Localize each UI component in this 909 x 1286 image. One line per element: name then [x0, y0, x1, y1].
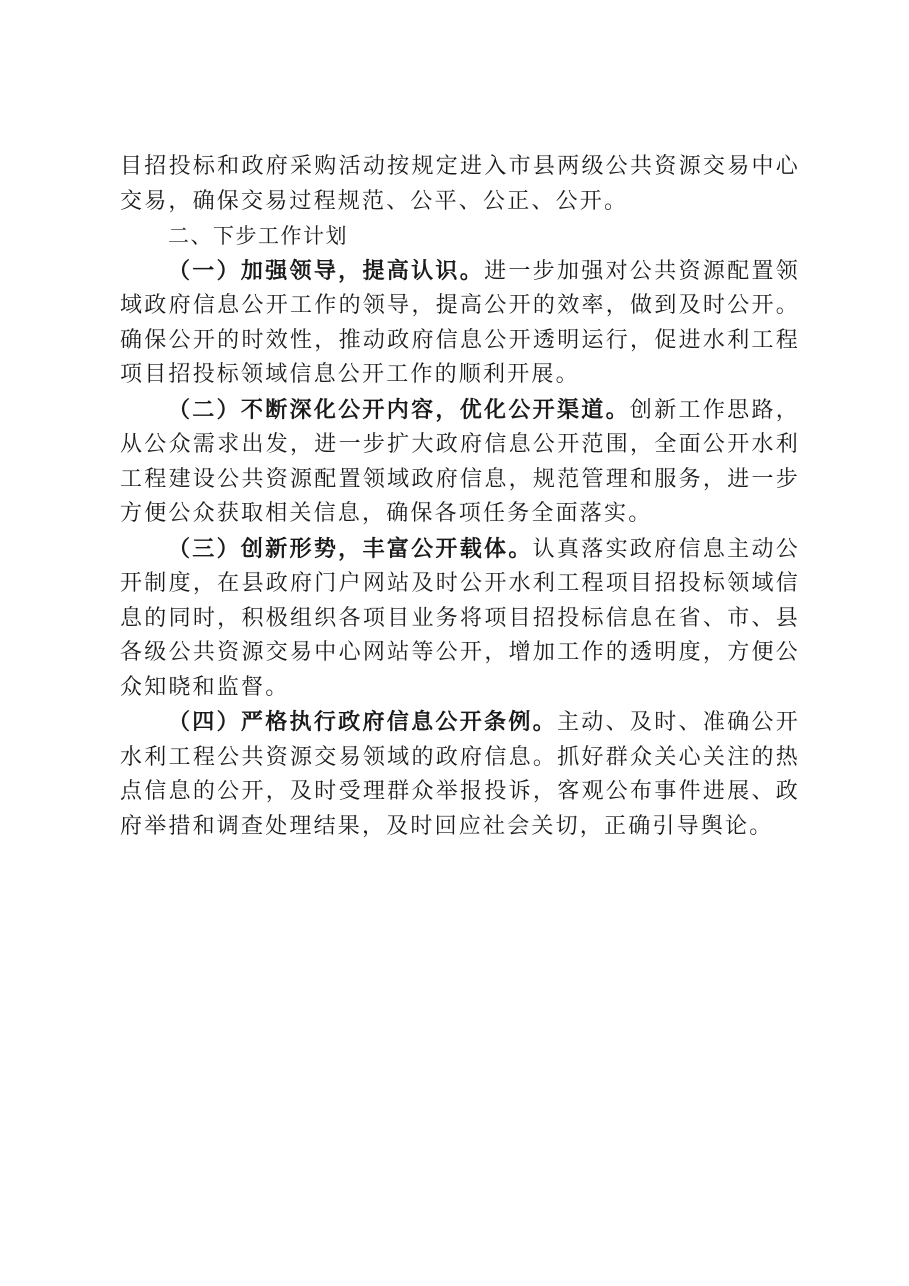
plan-item-1-body: 进一步加强对公共资源配置领域政府信息公开工作的领导，提高公开的效率，做到及时公开。确保公开的时效性，推动政府信息公开透明运行，促进水利工程项目招投标领域信息公开工作的顺利开展。	[120, 258, 800, 387]
document-body	[120, 150, 800, 844]
plan-item-3	[120, 532, 800, 706]
plan-item-2	[120, 393, 800, 532]
plan-item-4-lead: （四）严格执行政府信息公开条例。	[168, 709, 557, 735]
plan-item-3-body: 认真落实政府信息主动公开制度，在县政府门户网站及时公开水利工程项目招投标领域信息的同时，积极组织各项目业务将项目招投标信息在省、市、县各级公共资源交易中心网站等公开，增加工作的透明度，方便公众知晓和监督。	[120, 536, 800, 700]
plan-item-1	[120, 254, 800, 393]
section-heading: 二、下步工作计划	[168, 224, 348, 248]
plan-item-2-lead: （二）不断深化公开内容，优化公开渠道。	[168, 396, 630, 423]
plan-item-2-body: 创新工作思路，从公众需求出发，进一步扩大政府信息公开范围，全面公开水利工程建设公共资源配置领域政府信息，规范管理和服务，进一步方便公众获取相关信息，确保各项任务全面落实。	[120, 397, 800, 526]
plan-item-1-lead: （一）加强领导，提高认识。	[168, 257, 485, 284]
intro-paragraph: 目招投标和政府采购活动按规定进入市县两级公共资源交易中心交易，确保交易过程规范、公平、公正、公开。	[120, 154, 800, 214]
plan-item-4	[120, 705, 800, 844]
plan-item-4-body: 主动、及时、准确公开水利工程公共资源交易领域的政府信息。抓好群众关心关注的热点信息的公开，及时受理群众举报投诉，客观公布事件进展、政府举措和调查处理结果，及时回应社会关切，正确引导舆论。	[120, 710, 800, 839]
plan-item-3-lead: （三）创新形势，丰富公开载体。	[168, 535, 533, 562]
